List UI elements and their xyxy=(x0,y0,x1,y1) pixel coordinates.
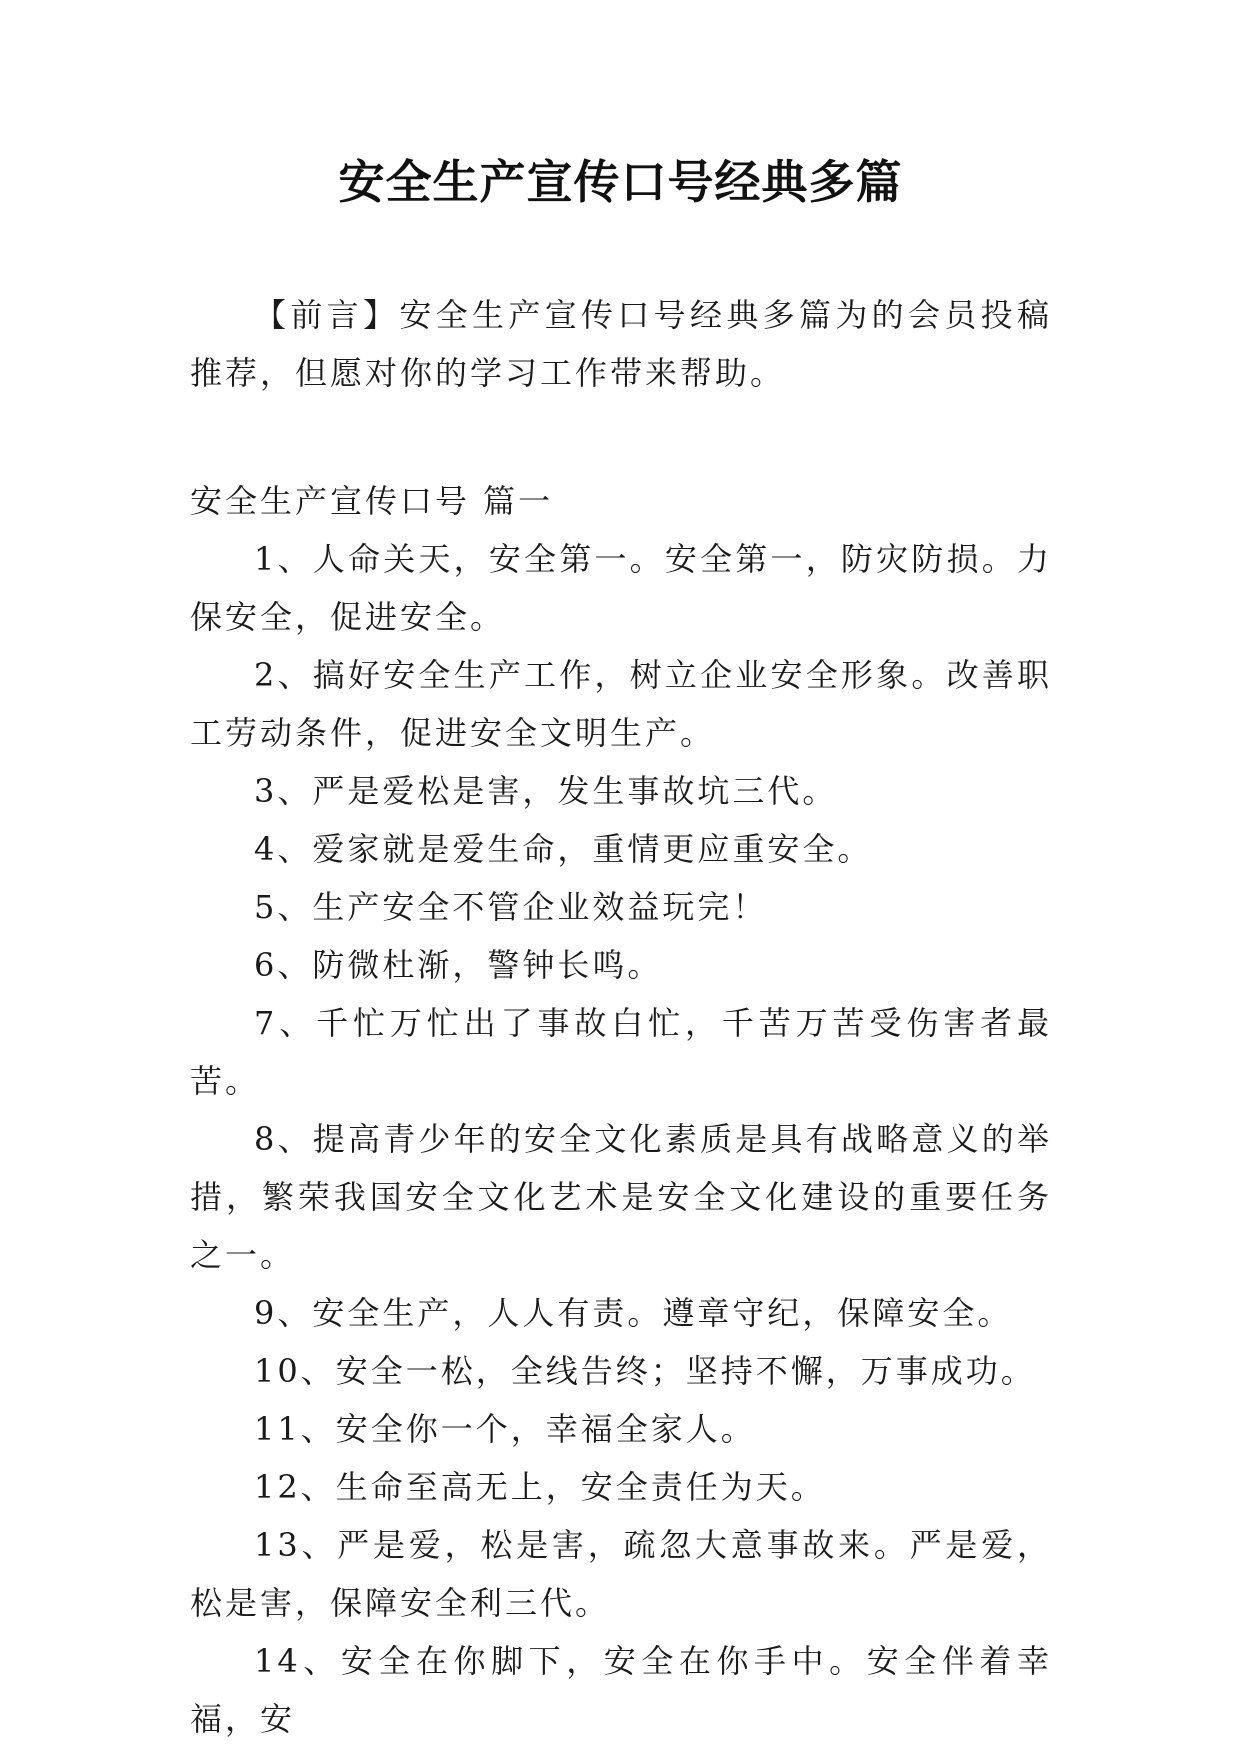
slogan-item: 11、安全你一个，幸福全家人。 xyxy=(254,1410,756,1448)
slogan-item: 14、安全在你脚下，安全在你手中。安全伴着幸福，安 xyxy=(190,1642,1052,1738)
preface-paragraph: 【前言】安全生产宣传口号经典多篇为的会员投稿推荐，但愿对你的学习工作带来帮助。 xyxy=(190,296,1052,392)
slogan-item: 2、搞好安全生产工作，树立企业安全形象。改善职工劳动条件，促进安全文明生产。 xyxy=(190,656,1052,752)
slogan-item: 1、人命关天，安全第一。安全第一，防灾防损。力保安全，促进安全。 xyxy=(190,540,1052,636)
slogan-item: 9、安全生产，人人有责。遵章守纪，保障安全。 xyxy=(254,1294,1013,1332)
document-title: 安全生产宣传口号经典多篇 xyxy=(338,155,903,209)
slogan-item: 10、安全一松，全线告终；坚持不懈，万事成功。 xyxy=(254,1352,1036,1390)
document-body xyxy=(190,286,1052,1748)
slogan-item: 4、爱家就是爱生命，重情更应重安全。 xyxy=(254,830,873,868)
slogan-item: 7、千忙万忙出了事故白忙，千苦万苦受伤害者最苦。 xyxy=(190,1004,1052,1100)
slogan-item: 6、防微杜渐，警钟长鸣。 xyxy=(254,946,663,984)
slogan-item: 3、严是爱松是害，发生事故坑三代。 xyxy=(254,772,838,810)
slogan-item: 12、生命至高无上，安全责任为天。 xyxy=(254,1468,826,1506)
slogan-item: 13、严是爱，松是害，疏忽大意事故来。严是爱，松是害，保障安全利三代。 xyxy=(190,1526,1052,1622)
section-heading: 安全生产宣传口号 篇一 xyxy=(190,482,554,520)
section-gap xyxy=(190,402,1052,472)
slogan-item: 5、生产安全不管企业效益玩完！ xyxy=(254,888,768,926)
slogan-item: 8、提高青少年的安全文化素质是具有战略意义的举措，繁荣我国安全文化艺术是安全文化建设的重要任务之一。 xyxy=(190,1120,1052,1274)
